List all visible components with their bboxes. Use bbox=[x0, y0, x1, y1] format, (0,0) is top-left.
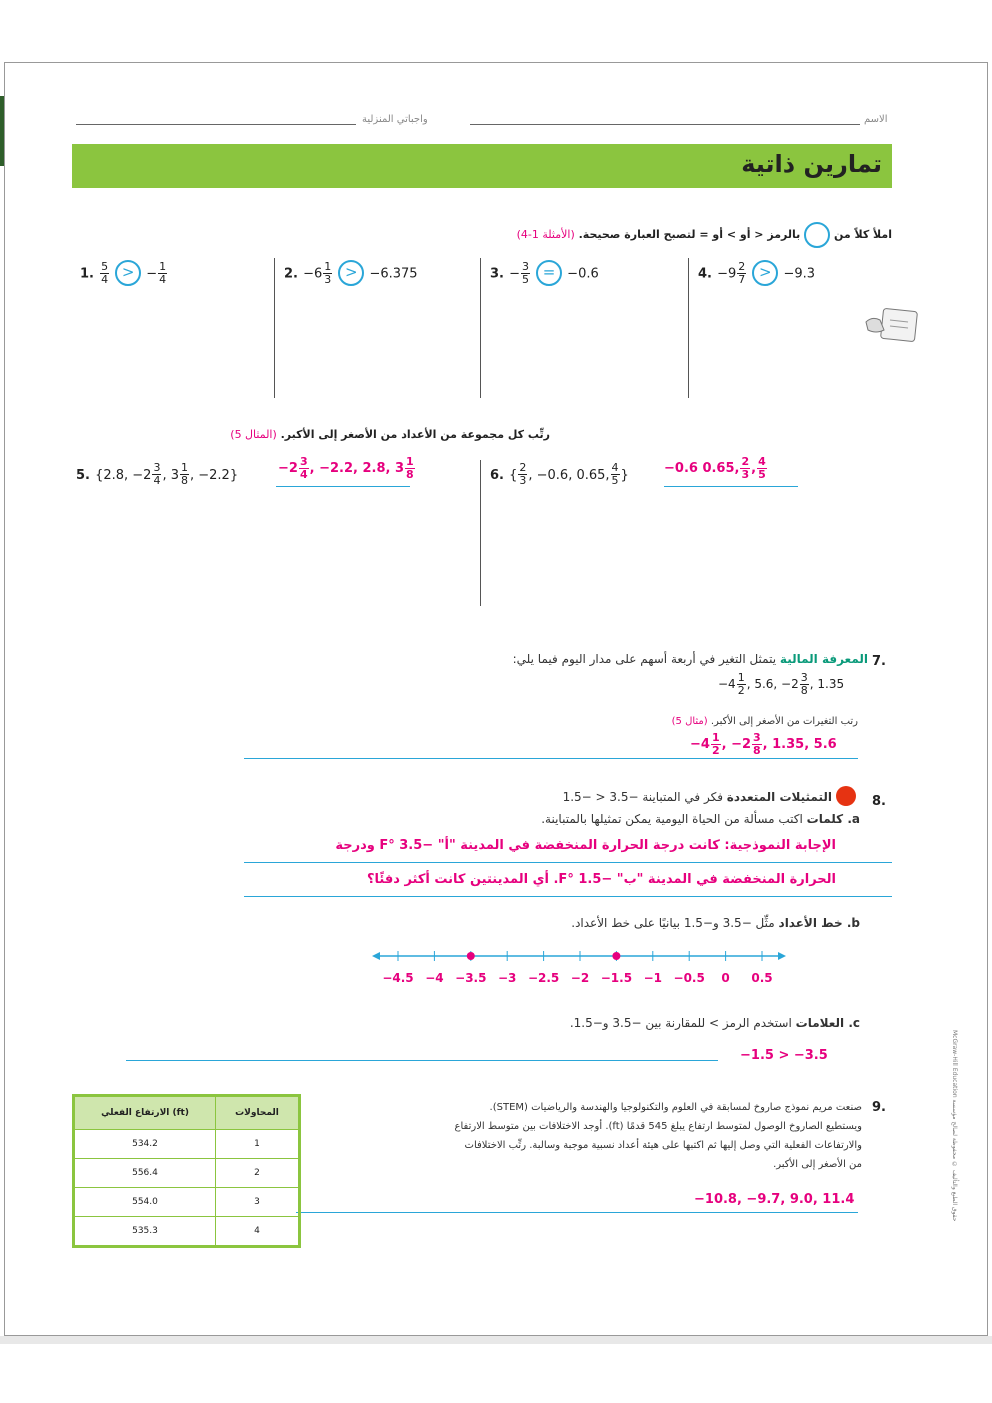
period-label: واجباتي المنزلية bbox=[362, 114, 428, 125]
problem-number: 2. bbox=[284, 266, 298, 282]
fraction: $\frac{4}{5}$ bbox=[758, 455, 766, 481]
page-bottom-shadow bbox=[0, 1336, 992, 1344]
answer-circle[interactable]: = bbox=[536, 260, 562, 286]
name-line bbox=[470, 124, 860, 125]
fraction: $\frac{3}{8}$ bbox=[753, 731, 761, 757]
answer-line bbox=[244, 758, 858, 759]
answer-circle[interactable]: > bbox=[752, 260, 778, 286]
table-row: 534.2 1 bbox=[75, 1130, 299, 1159]
answer-9: −10.8, −9.7, 9.0, 11.4 bbox=[694, 1192, 855, 1207]
answer-line bbox=[276, 486, 410, 487]
problem-6: 6. { $\frac{2}{3}$ , −0.6, 0.65, $\frac{4}{5}$ } bbox=[490, 461, 629, 487]
column-divider bbox=[274, 258, 275, 398]
instruction-text-2: بالرمز < أو > أو = لتصبح العبارة صحيحة. bbox=[578, 228, 801, 241]
number-line-label: −3 bbox=[497, 971, 517, 985]
fraction: $\frac{4}{5}$ bbox=[611, 461, 619, 487]
trial-header: المحاولات bbox=[216, 1097, 299, 1130]
copyright-note: McGraw-Hill Education حقوق الطبع والتأليف © محفوظة لصالح مؤسسة bbox=[951, 1030, 958, 1222]
table-row: 535.3 4 bbox=[75, 1217, 299, 1246]
table-row: 554.0 3 bbox=[75, 1188, 299, 1217]
name-label: الاسم bbox=[864, 114, 888, 125]
problem-number: 1. bbox=[80, 266, 94, 282]
fraction: $\frac{1}{2}$ bbox=[737, 671, 745, 697]
part-a-answer-line2: الحرارة المنخفضة في المدينة "ب" −1.5 °F. أي المدينتين كانت أكثر دفئًا؟ bbox=[367, 872, 836, 887]
problem-5: 5. {2.8, −2 $\frac{3}{4}$ , 3 $\frac{1}{8}$ , −2.2} bbox=[76, 461, 239, 487]
left-arrow bbox=[372, 952, 380, 960]
problem-3: 3. − $\frac{3}{5}$ = −0.6 bbox=[490, 259, 599, 286]
problem-2: 2. −6 $\frac{1}{3}$ > −6.375 bbox=[284, 259, 418, 286]
rocket-table-wrapper bbox=[72, 1094, 301, 1248]
fraction: $\frac{3}{4}$ bbox=[153, 461, 161, 487]
multiple-representations-icon bbox=[836, 786, 856, 806]
section1-instruction bbox=[517, 222, 892, 248]
problem-7-number: 7. bbox=[872, 654, 886, 669]
problem-9-text: صنعت مريم نموذج صاروخ لمسابقة في العلوم والتكنولوجيا والهندسة والرياضيات (STEM). ويستطيع الصاروخ الوصول لمتوسط ارتفاع يبلغ 545 قدمًا (ft). أوجد الاختلافات بين متوسط الارتفاع والارتفاعات الفعلية التي وصل إليها ثم اكتبها على هيئة أعداد نسبية موجبة وسالبة. رتِّب الاختلافات من الأصغر إلى الأكبر. bbox=[454, 1102, 862, 1170]
number-line-label: −2 bbox=[570, 971, 590, 985]
number-line-label: −1 bbox=[643, 971, 663, 985]
fraction: $\frac{3}{8}$ bbox=[800, 671, 808, 697]
fraction: $\frac{1}{4}$ bbox=[159, 259, 167, 286]
fraction: $\frac{1}{8}$ bbox=[181, 461, 188, 487]
part-b: b. خط الأعداد مثِّل −3.5 و−1.5 بيانيًا على خط الأعداد. bbox=[571, 916, 860, 930]
answer-6: −0.6 0.65, $\frac{2}{3}$ , $\frac{4}{5}$ bbox=[664, 455, 766, 481]
answer-line bbox=[244, 896, 892, 897]
fraction: $\frac{2}{7}$ bbox=[738, 259, 746, 286]
number-line-label: −3.5 bbox=[455, 971, 487, 985]
section2-instruction bbox=[230, 428, 550, 441]
plotted-point bbox=[612, 952, 620, 960]
plotted-point bbox=[467, 952, 475, 960]
fraction: $\frac{5}{4}$ bbox=[101, 259, 109, 286]
column-divider bbox=[688, 258, 689, 398]
answer-line bbox=[296, 1212, 858, 1213]
column-divider bbox=[480, 460, 481, 606]
number-line-label: −1.5 bbox=[600, 971, 633, 985]
column-divider bbox=[480, 258, 481, 398]
problem-number: 3. bbox=[490, 266, 504, 282]
problem-8-number: 8. bbox=[872, 794, 886, 809]
circle-icon bbox=[804, 222, 830, 248]
problem-4: 4. −9 $\frac{2}{7}$ > −9.3 bbox=[698, 259, 816, 286]
hand-icon bbox=[862, 306, 922, 346]
fraction: $\frac{1}{3}$ bbox=[324, 259, 332, 286]
answer-line bbox=[126, 1060, 718, 1061]
answer-circle[interactable]: > bbox=[338, 260, 364, 286]
problem-number: 4. bbox=[698, 266, 712, 282]
examples-ref: (الأمثلة 1-4) bbox=[516, 228, 575, 241]
rocket-table bbox=[74, 1096, 299, 1246]
answer-5: −2 $\frac{3}{4}$ , −2.2, 2.8, 3 $\frac{1}{8}$ bbox=[278, 455, 414, 481]
number-line-label: −0.5 bbox=[673, 971, 705, 985]
number-line-label: −2.5 bbox=[527, 971, 560, 985]
answer-circle[interactable]: > bbox=[115, 260, 141, 286]
part-a-answer-line1: الإجابة النموذجية: كانت درجة الحرارة المنخفضة في المدينة "أ" −3.5 °F ودرجة bbox=[335, 838, 836, 853]
problem-8-text: التمثيلات المتعددة فكر في المتباينة −3.5 < −1.5 bbox=[562, 790, 832, 804]
instruction-text: رتِّب كل مجموعة من الأعداد من الأصغر إلى الأكبر. bbox=[280, 428, 550, 441]
number-line-label: 0 bbox=[721, 971, 730, 985]
fraction: $\frac{2}{3}$ bbox=[519, 461, 527, 487]
answer-line bbox=[244, 862, 892, 863]
fraction: $\frac{2}{3}$ bbox=[741, 455, 750, 481]
problem-number: 5. bbox=[76, 468, 90, 483]
answer-line bbox=[664, 486, 798, 487]
section-banner bbox=[72, 144, 892, 188]
instruction-text-1: املأ كلاً من bbox=[833, 228, 892, 241]
table-row: 556.4 2 bbox=[75, 1159, 299, 1188]
problem-9-number: 9. bbox=[872, 1100, 886, 1115]
problem-7-prompt: رتب التغيرات من الأصغر إلى الأكبر. (مثال 5) bbox=[671, 716, 858, 727]
fraction: $\frac{3}{5}$ bbox=[521, 259, 529, 286]
banner-title: تمارين ذاتية bbox=[741, 150, 882, 178]
number-line-label: 0.5 bbox=[751, 971, 773, 985]
problem-7-text: المعرفة المالية يتمثل التغير في أربعة أسهم على مدار اليوم فيما يلي: bbox=[512, 652, 868, 666]
financial-literacy-label: المعرفة المالية bbox=[779, 652, 868, 666]
fraction: $\frac{3}{4}$ bbox=[299, 455, 308, 481]
problem-1: 1. $\frac{5}{4}$ > − $\frac{1}{4}$ bbox=[80, 259, 167, 286]
fraction: $\frac{1}{2}$ bbox=[711, 731, 720, 757]
part-c-answer: −1.5 > −3.5 bbox=[740, 1048, 828, 1063]
number-line-label: −4 bbox=[425, 971, 444, 985]
example-ref: (المثال 5) bbox=[230, 428, 277, 441]
problem-7-values: −4 $\frac{1}{2}$ , 5.6, −2 $\frac{3}{8}$ , 1.35 bbox=[718, 671, 845, 697]
answer-7: −4 $\frac{1}{2}$ , −2 $\frac{3}{8}$ , 1.35, 5.6 bbox=[690, 731, 837, 757]
number-line-label: −4.5 bbox=[382, 971, 414, 985]
part-c: c. العلامات استخدم الرمز > للمقارنة بين −3.5 و−1.5. bbox=[569, 1016, 860, 1030]
number-line[interactable] bbox=[370, 940, 790, 990]
period-line bbox=[76, 124, 356, 125]
problem-number: 6. bbox=[490, 468, 504, 483]
height-header: الارتفاع الفعلي (ft) bbox=[75, 1097, 216, 1130]
part-a: a. كلمات اكتب مسألة من الحياة اليومية يمكن تمثيلها بالمتباينة. bbox=[541, 812, 860, 826]
fraction: $\frac{1}{8}$ bbox=[406, 455, 414, 481]
right-arrow bbox=[778, 952, 786, 960]
